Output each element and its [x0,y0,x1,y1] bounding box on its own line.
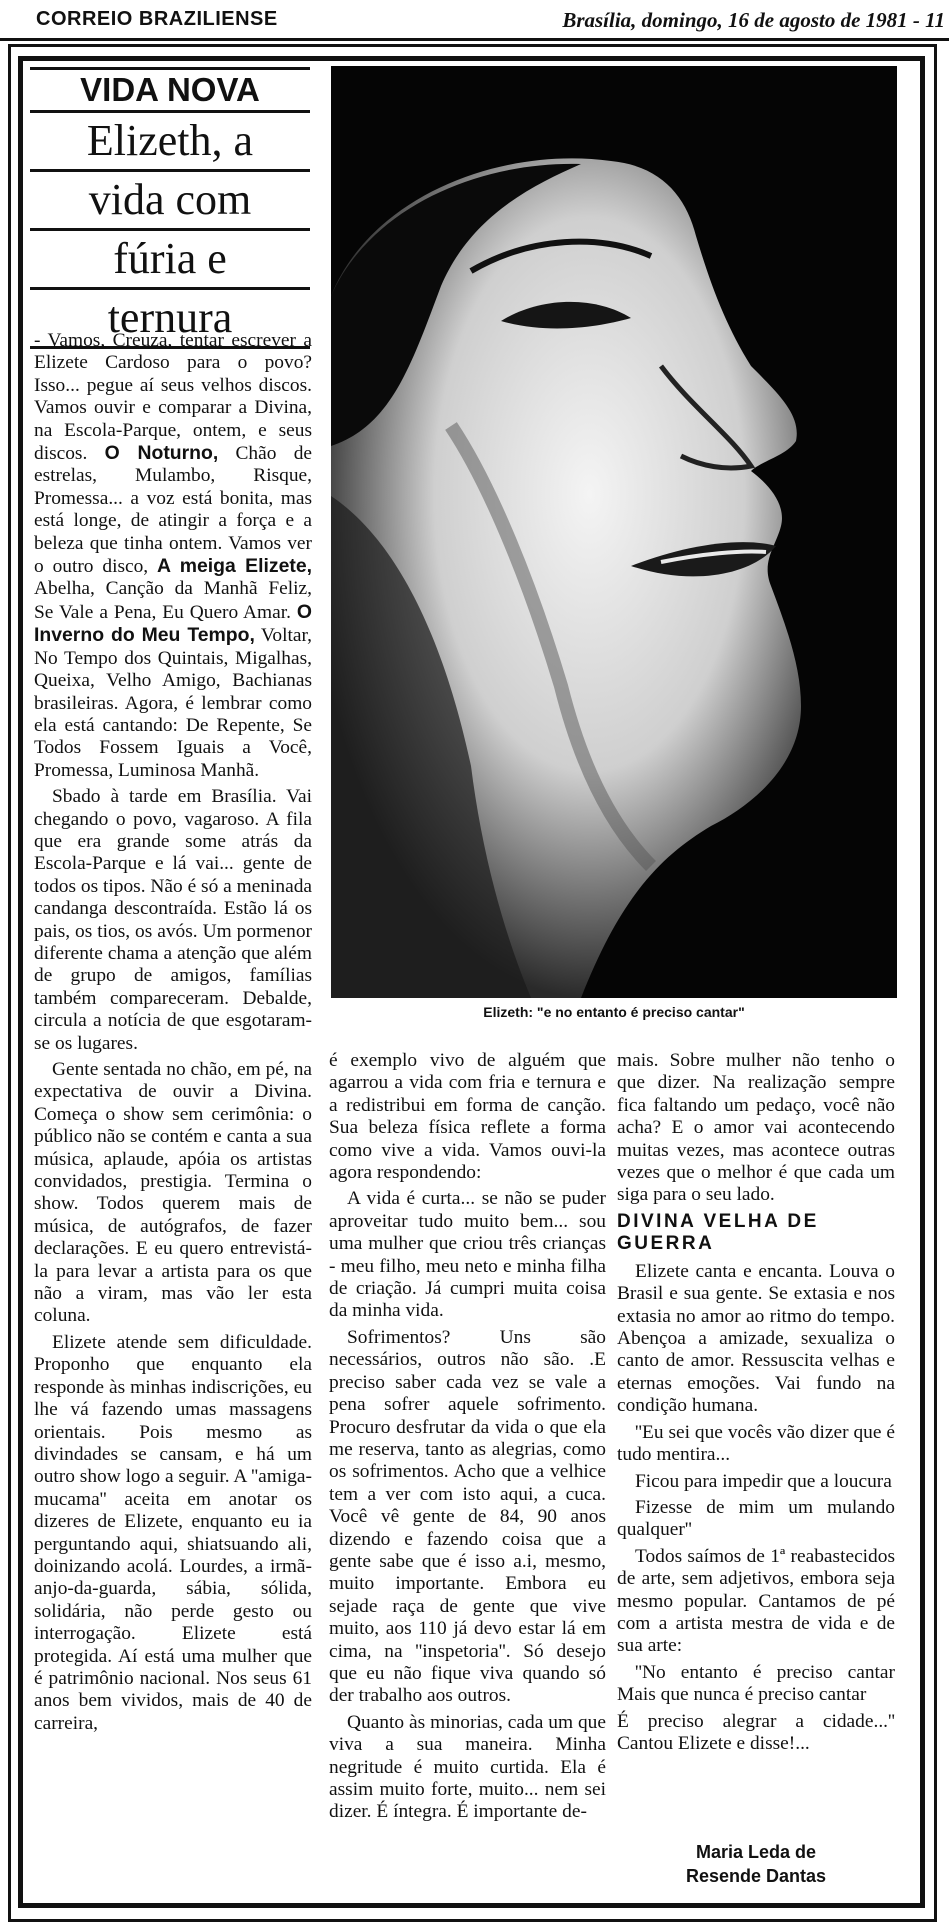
paragraph: Elizete atende sem dificuldade. Proponho que enquanto ela responde às minhas indiscrições, eu lhe vá fazendo umas massagens orientais. Pois mesmo as divindades se cansam, e há um outro show logo a seguir. A ''amiga-mucama'' aceita em anotar os dizeres de Elizete, enquanto eu ia perguntando aqui, shiatsuando ali, doinizando acolá. Lourdes, a irmã-anjo-da-guarda, sábia, sólida, solidária, não perde gesto ou interrogação. Elizete está protegida. Aí está uma mulher que é patrimônio nacional. Nos seus 61 anos bem vividos, mais de 40 de carreira, [34,1331,312,1734]
article-column-1 [34,330,312,1739]
paragraph: É preciso alegrar a cidade...'' Cantou Elizete e disse!... [617,1710,895,1754]
kicker: VIDA NOVA [30,67,310,113]
article-column-2 [329,1050,606,1828]
headline-line: ternura [30,290,310,349]
paragraph: Elizete canta e encanta. Louva o Brasil e sua gente. Se extasia e nos extasia no amor ao ritmo do tempo. Abençoa a amizade, sexualiza o canto de amor. Ressuscita velhas e eternas emoções. Vai fundo na condição humana. [617,1260,895,1417]
article-column-3 [617,1050,895,1759]
byline [617,1840,895,1888]
photo-elizeth-portrait [331,66,897,998]
paragraph: mais. Sobre mulher não tenho o que dizer. Na realização sempre fica faltando um pedaço, você não acha? E o amor vai acontecendo muitas vezes, mas acontece outras vezes que o melhor é que cada um siga para o seu lado. [617,1050,895,1206]
paragraph: - Vamos, Creuza, tentar escrever a Elizete Cardoso para o povo? Isso... pegue aí seus velhos discos. Vamos ouvir e comparar a Divina, na Escola-Parque, ontem, e seus discos. O Noturno, Chão de estrelas, Mulambo, Risque, Promessa... a voz está bonita, mas está longe, de atingir a força e a beleza que tinha ontem. Vamos ver o outro disco, A meiga Elizete, Abelha, Canção da Manhã Feliz, Se Vale a Pena, Eu Quero Amar. O Inverno do Meu Tempo, Voltar, No Tempo dos Quintais, Migalhas, Queixa, Velho Amigo, Bachianas brasileiras. Agora, é lembrar como ela está cantando: De Repente, Se Todos Fossem Iguais a Você, Promessa, Luminosa Manhã. [34,330,312,781]
page-header [0,0,949,41]
section-subhead: DIVINA VELHA DE GUERRA [617,1210,819,1254]
paragraph: Fizesse de mim um mulando qualquer'' [617,1496,895,1541]
paragraph: A vida é curta... se não se puder aproveitar tudo muito bem... sou uma mulher que criou três crianças - meu filho, meu neto e minha filha de criação. Já cumpri muita coisa da minha vida. [329,1188,606,1322]
headline [30,113,310,349]
paragraph: Gente sentada no chão, em pé, na expectativa de ouvir a Divina. Começa o show sem cerimônia: o público não se contém e canta a sua música, aplaude, apóia os artistas convidados, prestigia. Termina o show. Todos querem mais de música, de autógrafos, de fazer declarações. E eu quero entrevistá-la para levar a artista para os que não a viram, mas vão ler esta coluna. [34,1059,312,1327]
paragraph: Quanto às minorias, cada um que viva a sua maneira. Minha negritude é muito curtida. Ela é assim muito forte, muito... nem sei dizer. É íntegra. É importante de- [329,1711,606,1823]
headline-line: fúria e [30,231,310,290]
dateline: Brasília, domingo, 16 de agosto de 1981 - 11 [562,8,945,32]
headline-line: vida com [30,172,310,231]
paragraph: Sbado à tarde em Brasília. Vai chegando o povo, vagaroso. A fila que era grande some atrás da Escola-Parque e lá vai... gente de todos os tipos. Não é só a meninada candanga descontraída. Estão lá os pais, os tios, os avós. Um pormenor diferente chama a atenção que além de grupo de amigos, famílias também compareceram. Debalde, circula a notícia de que esgotaram-se os lugares. [34,786,312,1054]
byline-line: Resende Dantas [685,1866,827,1886]
paragraph: é exemplo vivo de alguém que agarrou a vida com fria e ternura e a redistribui em forma de canção. Sua beleza física reflete a forma como vive a vida. Vamos ouvi-la agora respondendo: [329,1050,606,1184]
photo-caption: Elizeth: "e no entanto é preciso cantar" [483,1004,745,1020]
byline-line: Maria Leda de [695,1842,817,1862]
paragraph: ''Eu sei que vocês vão dizer que é tudo mentira... [617,1421,895,1466]
paragraph: Ficou para impedir que a loucura [635,1470,892,1492]
paragraph: Todos saímos de 1ª reabastecidos de arte, sem adjetivos, embora seja mesmo popular. Cantamos de pé com a artista mestra de vida e de sua arte: [617,1545,895,1657]
newspaper-name: CORREIO BRAZILIENSE [36,8,278,30]
paragraph: Sofrimentos? Uns são necessários, outros não são. .E preciso saber cada vez se vale a pena sofrer aquele sofrimento. Procuro desfrutar da vida o que ela me reserva, tanto as alegrias, como os sofrimentos. Acho que a velhice tem a ver com isto aqui, a cuca. Você vê gente de 84, 90 anos dizendo e fazendo coisa que a gente sabe que é isso a.i, mesmo, muito importante. Embora eu sejade raça de gente que vive muito, aos 110 já devo estar lá em cima, na ''inspetoria''. Só desejo que eu não fique viva quando só der trabalho aos outros. [329,1326,606,1707]
portrait-illustration [331,66,897,998]
headline-line: Elizeth, a [30,113,310,172]
paragraph: ''No entanto é preciso cantar Mais que nunca é preciso cantar [617,1661,895,1706]
